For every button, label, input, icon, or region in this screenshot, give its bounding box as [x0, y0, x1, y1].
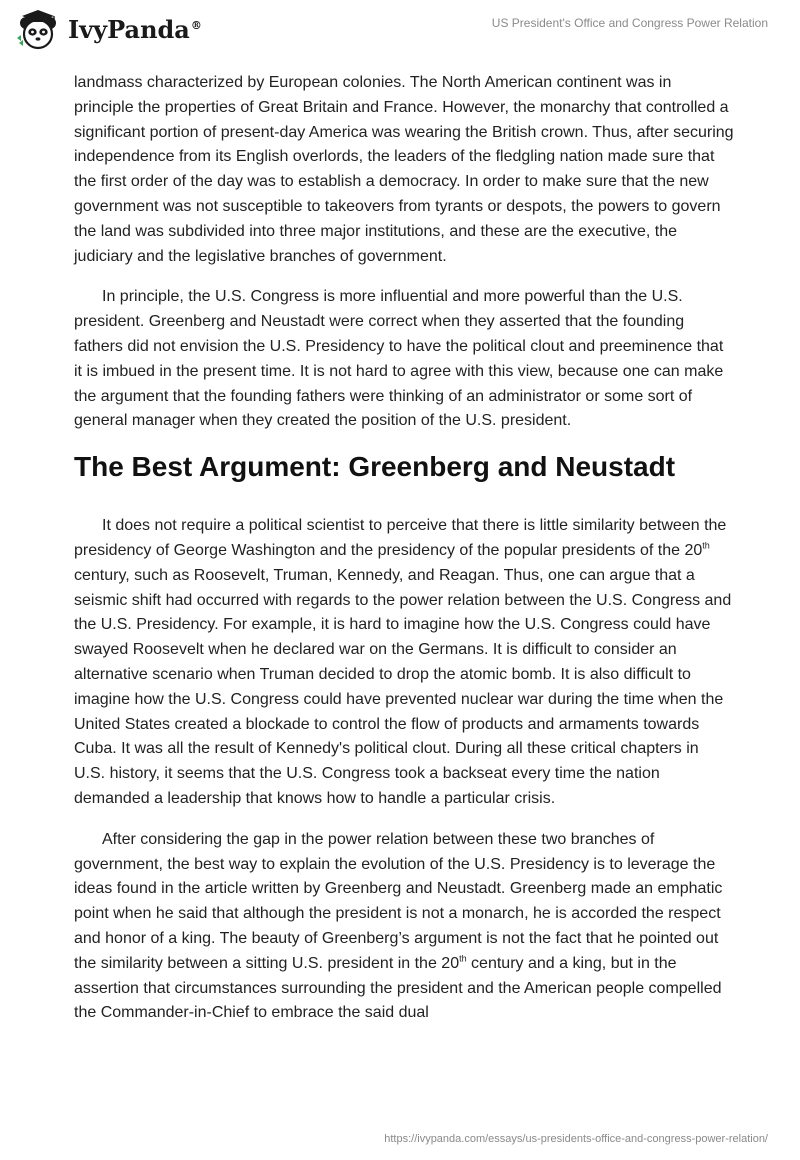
paragraph-3	[74, 514, 734, 812]
paragraph-3-text-b: century, such as Roosevelt, Truman, Kennedy, and Reagan. Thus, one can argue that a seismic shift had occurred with regards to the power relation between the U.S. Congress and the U.S. Presidency. For example, it is hard to imagine how the U.S. Congress could have swayed Roosevelt when he declared war on the Germans. It is difficult to consider an alternative scenario when Truman decided to drop the atomic bomb. It is also difficult to imagine how the U.S. Congress could have prevented nuclear war during the time when the United States created a blockade to control the flow of products and armaments towards Cuba. It was all the result of Kennedy's political clout. During all these critical chapters in U.S. history, it seems that the U.S. Congress took a backseat every time the nation demanded a leadership that knows how to handle a particular crisis.	[74, 566, 732, 807]
page-header	[0, 0, 800, 70]
panda-logo-icon	[14, 8, 62, 50]
paragraph-1: landmass characterized by European colonies. The North American continent was in principle the properties of Great Britain and France. However, the monarchy that controlled a significant portion of present-day America was wearing the British crown. Thus, after securing independence from its English overlords, the leaders of the fledgling nation made sure that the first order of the day was to establish a democracy. In order to make sure that the new government was not susceptible to takeovers from tyrants or despots, the powers to govern the land was subdivided into three major institutions, and these are the executive, the judiciary and the legislative branches of government.	[74, 74, 734, 265]
section-heading: The Best Argument: Greenberg and Neustadt	[74, 451, 676, 483]
paragraph-4-text-b: century and a king, but in the assertion that circumstances surrounding the president and the American people compelled the Commander-in-Chief to embrace the said dual	[74, 954, 722, 1022]
document-title: US President's Office and Congress Power Relation	[491, 16, 768, 30]
brand-name: IvyPanda®	[68, 14, 202, 44]
paragraph-2: In principle, the U.S. Congress is more influential and more powerful than the U.S. president. Greenberg and Neustadt were correct when they asserted that the founding fathers did not envision the U.S. Presidency to have the political clout and preeminence that it is imbued in the present time. It is not hard to agree with this view, because one can make the argument that the founding fathers were thinking of an administrator or some sort of general manager when they created the position of the U.S. president.	[74, 288, 724, 430]
source-url-link[interactable]: https://ivypanda.com/essays/us-presidents-office-and-congress-power-relation/	[384, 1133, 768, 1145]
essay-body	[74, 71, 734, 1042]
paragraph-3-superscript: th	[702, 540, 710, 551]
paragraph-4-text-a: After considering the gap in the power relation between these two branches of government, the best way to explain the evolution of the U.S. Presidency is to leverage the ideas found in the article written by Greenberg and Neustadt. Greenberg made an emphatic point when he said that although the president is not a monarch, he is accorded the respect and honor of a king. The beauty of Greenberg’s argument is not the fact that he pointed out the similarity between a sitting U.S. president in the 20	[74, 830, 723, 972]
paragraph-4	[74, 828, 734, 1026]
brand-logo[interactable]	[14, 8, 202, 50]
paragraph-4-superscript: th	[459, 953, 467, 964]
paragraph-3-text-a: It does not require a political scientist to perceive that there is little similarity between the presidency of George Washington and the presidency of the popular presidents of the 20	[74, 517, 727, 559]
